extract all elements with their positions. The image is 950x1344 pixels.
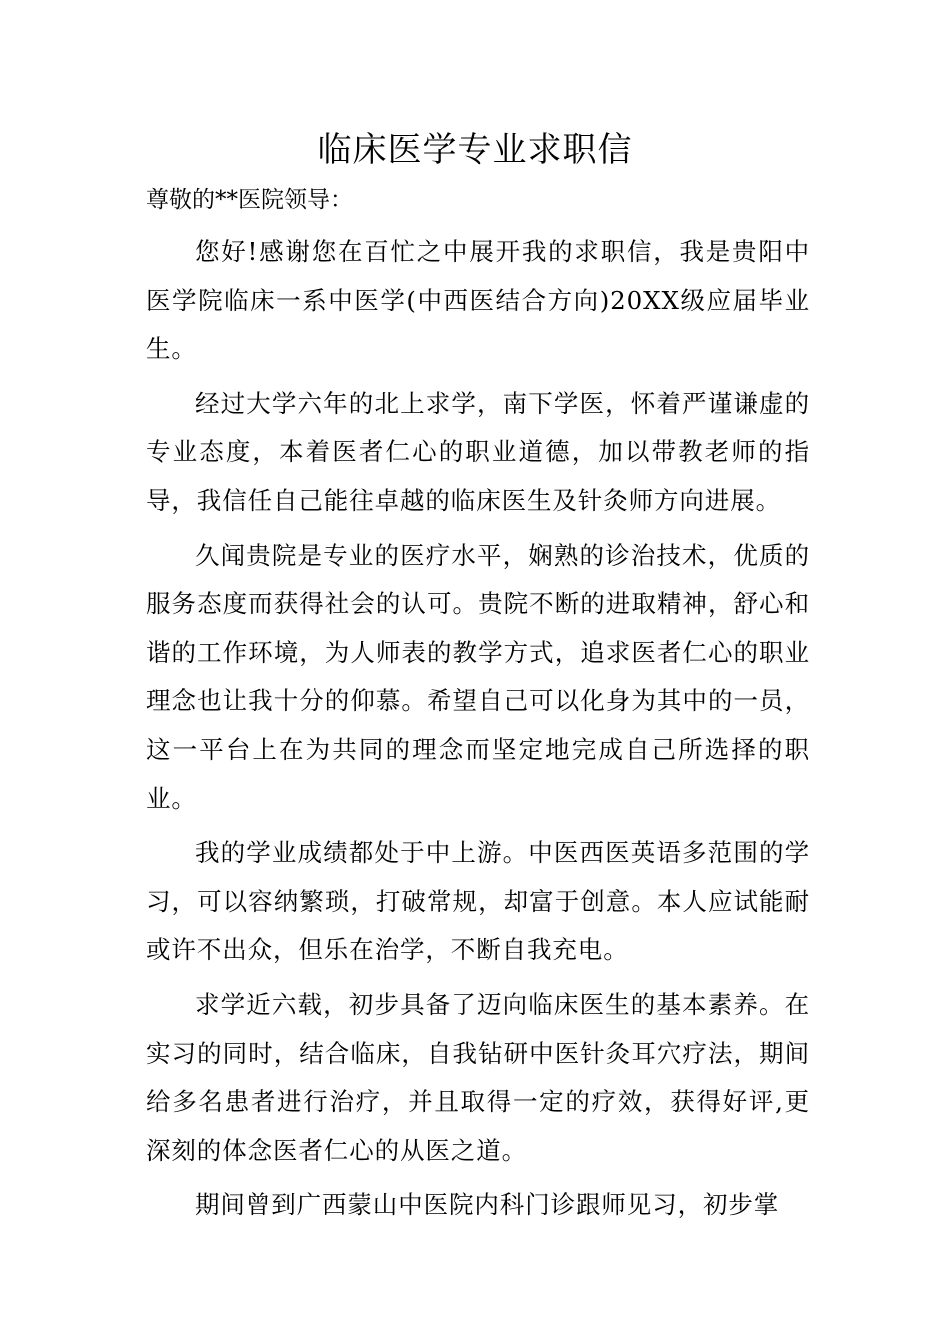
paragraph-education: 经过大学六年的北上求学，南下学医，怀着严谨谦虚的专业态度，本着医者仁心的职业道德，加以带教老师的指导，我信任自己能往卓越的临床医生及针灸师方向进展。 (146, 388, 810, 515)
salutation: 尊敬的**医院领导： (146, 187, 353, 213)
letter-body (146, 228, 810, 1236)
paragraph-practice: 求学近六载，初步具备了迈向临床医生的基本素养。在实习的同时，结合临床，自我钻研中医针灸耳穴疗法，期间给多名患者进行治疗，并且取得一定的疗效，获得好评,更深刻的体念医者仁心的从医之道。 (146, 989, 810, 1165)
paragraph-hospital: 久闻贵院是专业的医疗水平，娴熟的诊治技术，优质的服务态度而获得社会的认可。贵院不断的进取精神，舒心和谐的工作环境，为人师表的教学方式，追求医者仁心的职业理念也让我十分的仰慕。希望自己可以化身为其中的一员，这一平台上在为共同的理念而坚定地完成自己所选择的职业。 (146, 540, 810, 813)
document-title: 临床医学专业求职信 (317, 130, 633, 170)
paragraph-greeting: 您好!感谢您在百忙之中展开我的求职信，我是贵阳中医学院临床一系中医学(中西医结合方向)20XX级应届毕业生。 (146, 237, 810, 364)
paragraph-academics: 我的学业成绩都处于中上游。中医西医英语多范围的学习，可以容纳繁琐，打破常规，却富于创意。本人应试能耐或许不出众，但乐在治学，不断自我充电。 (146, 838, 810, 965)
paragraph-internship: 期间曾到广西蒙山中医院内科门诊跟师见习，初步掌 (195, 1190, 780, 1220)
